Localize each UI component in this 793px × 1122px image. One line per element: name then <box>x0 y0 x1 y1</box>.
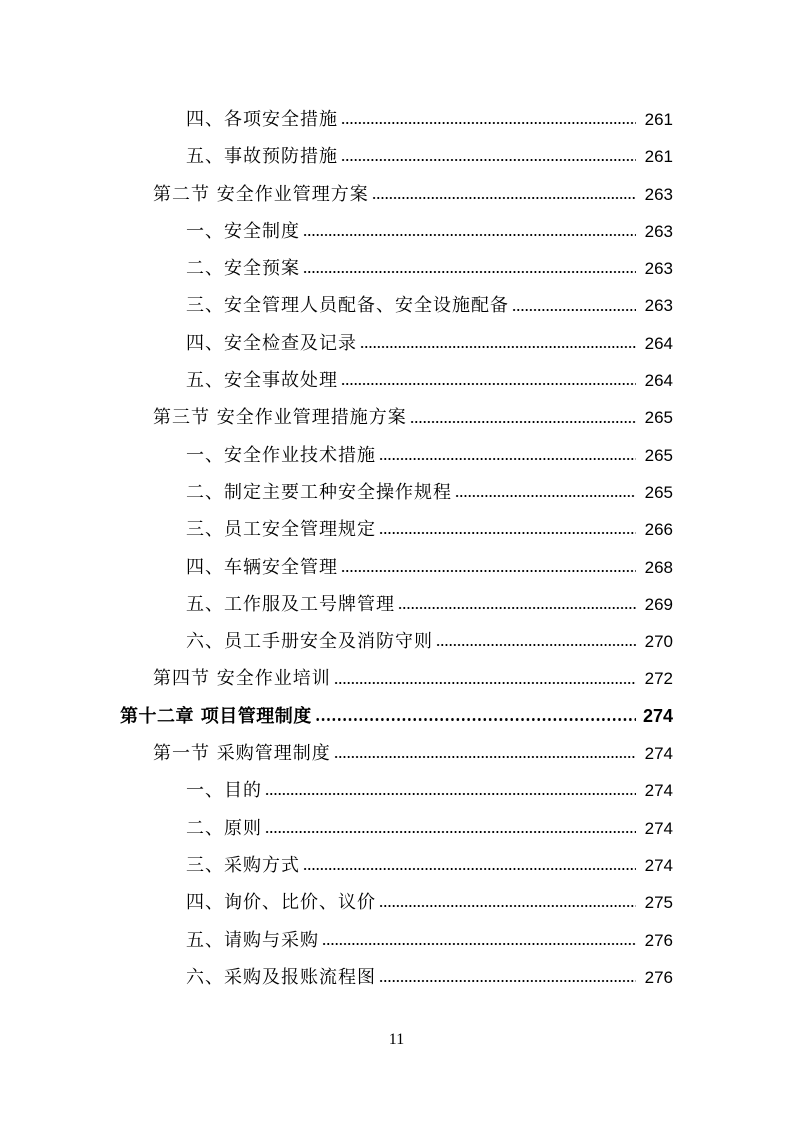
toc-entry-page: 263 <box>644 296 673 316</box>
toc-entry[interactable] <box>0 287 793 324</box>
toc-entry-page: 272 <box>644 669 673 689</box>
toc-entry[interactable] <box>0 586 793 623</box>
dot-leader <box>398 607 636 609</box>
toc-entry-title: 五、安全事故处理 <box>186 370 338 392</box>
dot-leader <box>512 309 636 311</box>
toc-entry-page: 265 <box>644 445 673 465</box>
toc-entry[interactable] <box>0 959 793 996</box>
toc-entry-page: 264 <box>644 333 673 353</box>
toc-entry-title: 一、安全制度 <box>186 220 300 242</box>
page-number: 11 <box>388 1031 405 1048</box>
toc-entry-page: 269 <box>644 594 673 614</box>
toc-entry-page: 276 <box>644 930 673 950</box>
toc-entry-title: 一、目的 <box>186 780 262 802</box>
dot-leader <box>410 421 636 423</box>
toc-entry-page: 275 <box>644 893 673 913</box>
dot-leader <box>334 756 636 758</box>
toc-section-entry[interactable] <box>0 735 793 772</box>
dot-leader <box>341 570 636 572</box>
toc-entry-page: 261 <box>644 110 673 129</box>
toc-entry[interactable] <box>0 101 793 138</box>
dot-leader <box>379 905 636 907</box>
toc-entry-page: 263 <box>644 259 673 279</box>
toc-entry[interactable] <box>0 437 793 474</box>
table-of-contents <box>0 101 793 996</box>
toc-entry-title: 二、原则 <box>186 817 262 839</box>
toc-entry[interactable] <box>0 810 793 847</box>
dot-leader <box>379 458 636 460</box>
dot-leader <box>341 159 636 161</box>
toc-entry-page: 261 <box>644 147 673 167</box>
toc-entry-title: 第四节 安全作业培训 <box>153 668 331 690</box>
toc-entry-page: 265 <box>644 408 673 428</box>
dot-leader <box>303 271 636 273</box>
dot-leader <box>341 383 636 385</box>
toc-section-entry[interactable] <box>0 660 793 697</box>
toc-entry-title: 第一节 采购管理制度 <box>153 743 331 765</box>
toc-entry[interactable] <box>0 213 793 250</box>
toc-entry-title: 第二节 安全作业管理方案 <box>153 183 369 205</box>
toc-entry-title: 六、员工手册安全及消防守则 <box>186 631 433 653</box>
toc-entry-page: 263 <box>644 184 673 204</box>
toc-entry-title: 四、安全检查及记录 <box>186 332 357 354</box>
toc-entry-title: 第三节 安全作业管理措施方案 <box>153 407 407 429</box>
toc-entry-title: 一、安全作业技术措施 <box>186 444 376 466</box>
dot-leader <box>334 682 636 684</box>
toc-entry[interactable] <box>0 474 793 511</box>
toc-entry-title: 三、采购方式 <box>186 854 300 876</box>
toc-entry-title: 四、车辆安全管理 <box>186 556 338 578</box>
toc-entry-page: 263 <box>644 221 673 241</box>
dot-leader <box>341 122 636 124</box>
toc-entry-page: 276 <box>644 967 673 987</box>
toc-section-entry[interactable] <box>0 176 793 213</box>
toc-entry-page: 268 <box>644 557 673 577</box>
dot-leader <box>303 868 636 870</box>
toc-entry-page: 274 <box>644 818 673 838</box>
dot-leader <box>360 346 636 348</box>
dot-leader <box>372 197 636 199</box>
toc-entry[interactable] <box>0 250 793 287</box>
toc-entry-page: 274 <box>642 705 673 726</box>
toc-entry-title: 五、工作服及工号牌管理 <box>186 593 395 615</box>
toc-entry[interactable] <box>0 884 793 921</box>
toc-entry-title: 三、员工安全管理规定 <box>186 519 376 541</box>
dot-leader <box>379 980 636 982</box>
toc-entry[interactable] <box>0 772 793 809</box>
toc-entry-title: 四、各项安全措施 <box>186 109 338 130</box>
toc-entry-title: 五、请购与采购 <box>186 929 319 951</box>
toc-entry-title: 第十二章 项目管理制度 <box>120 705 312 727</box>
toc-entry[interactable] <box>0 325 793 362</box>
dot-leader <box>455 495 636 497</box>
toc-entry-title: 二、安全预案 <box>186 258 300 280</box>
dot-leader <box>379 532 636 534</box>
toc-entry-title: 四、询价、比价、议价 <box>186 892 376 914</box>
toc-entry-page: 274 <box>644 855 673 875</box>
dot-leader <box>265 831 636 833</box>
toc-section-entry[interactable] <box>0 399 793 436</box>
toc-entry[interactable] <box>0 511 793 548</box>
toc-entry[interactable] <box>0 847 793 884</box>
toc-entry-title: 三、安全管理人员配备、安全设施配备 <box>186 295 509 317</box>
toc-entry-title: 五、事故预防措施 <box>186 146 338 168</box>
toc-entry-page: 264 <box>644 371 673 391</box>
toc-entry-page: 266 <box>644 520 673 540</box>
toc-chapter-entry[interactable] <box>0 698 793 735</box>
toc-entry-page: 270 <box>644 632 673 652</box>
dot-leader <box>436 644 636 646</box>
dot-leader <box>315 718 636 721</box>
toc-entry-page: 265 <box>644 482 673 502</box>
dot-leader <box>322 943 636 945</box>
toc-entry-title: 二、制定主要工种安全操作规程 <box>186 481 452 503</box>
toc-entry[interactable] <box>0 138 793 175</box>
toc-entry[interactable] <box>0 362 793 399</box>
toc-entry[interactable] <box>0 549 793 586</box>
dot-leader <box>303 234 636 236</box>
toc-entry-page: 274 <box>644 781 673 801</box>
dot-leader <box>265 793 636 795</box>
toc-entry[interactable] <box>0 922 793 959</box>
toc-entry-title: 六、采购及报账流程图 <box>186 966 376 988</box>
toc-entry[interactable] <box>0 623 793 660</box>
toc-entry-page: 274 <box>644 744 673 764</box>
